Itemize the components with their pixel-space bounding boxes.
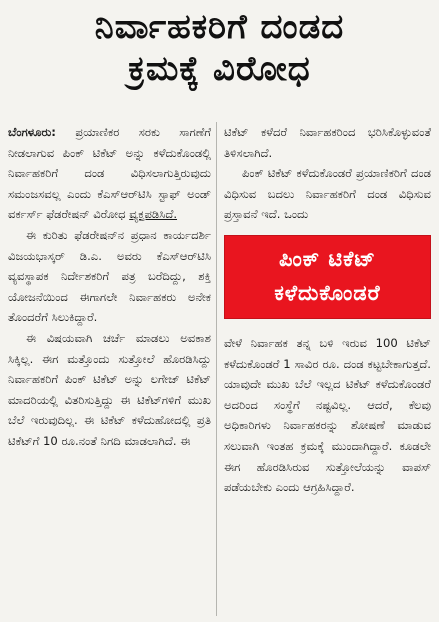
headline	[8, 7, 431, 89]
pull-quote-box	[224, 235, 431, 319]
paragraph-3: ಈ ವಿಷಯವಾಗಿ ಚರ್ಚೆ ಮಾಡಲು ಅವಕಾಶ ಸಿಕ್ಕಿಲ್ಲ. ಈಗ ಮತ್ತೊಂದು ಸುತ್ತೋಲೆ ಹೊರಡಿಸಿದ್ದು ನಿರ್ವಾಹಕರಿಗೆ ಪಿಂಕ್ ಟಿಕೆಟ್ ಅನ್ನು ಲಗೇಜ್ ಟಿಕೆಟ್ ಮಾದರಿಯಲ್ಲಿ ವಿತರಿಸುತ್ತಿದ್ದು ಈ ಟಿಕೆಟ್‌ಗಳಿಗೆ ಮುಖ ಬೆಲೆ ಇರುವುದಿಲ್ಲ. ಈ ಟಿಕೆಟ್ ಕಳೆದುಹೋದಲ್ಲಿ ಪ್ರತಿ ಟಿಕೆಟ್‌ಗೆ 10 ರೂ.ನಂತೆ ನಿಗದಿ ಮಾಡಲಾಗಿದೆ. ಈ	[8, 330, 211, 448]
paragraph-1-text: ಪ್ರಯಾಣಿಕರ ಸರಕು ಸಾಗಣೆಗೆ ನೀಡಲಾಗುವ ಪಿಂಕ್ ಟಿಕೆಟ್ ಅನ್ನು ಕಳೆದುಕೊಂಡಲ್ಲಿ ನಿರ್ವಾಹಕರಿಗೆ ದಂಡ ವಿಧಿಸಲಾಗುತ್ತಿರುವುದು ಸಮಂಜಸವಲ್ಲ ಎಂದು ಕೆಎಸ್‌ಆರ್‌ಟಿಸಿ ಸ್ಟಾಫ್ ಅಂಡ್ ವರ್ಕರ್ಸ್ ಫೆಡರೇಷನ್ ವಿರೋಧ	[8, 125, 212, 222]
left-column	[8, 122, 211, 452]
pull-quote-line-1: ಪಿಂಕ್ ಟಿಕೆಟ್	[279, 246, 376, 271]
headline-line-2: ಕ್ರಮಕ್ಕೆ ವಿರೋಧ	[128, 48, 311, 89]
right-column	[224, 122, 431, 498]
paragraph-5: ಪಿಂಕ್ ಟಿಕೆಟ್ ಕಳೆದುಕೊಂಡರೆ ಪ್ರಯಾಣಿಕರಿಗೆ ದಂಡ ವಿಧಿಸುವ ಬದಲು ನಿರ್ವಾಹಕರಿಗೆ ದಂಡ ವಿಧಿಸುವ ಪ್ರಸ್ತಾವನೆ ಇದೆ. ಒಂದು	[224, 166, 431, 222]
headline-line-1: ನಿರ್ವಾಹಕರಿಗೆ ದಂಡದ	[94, 7, 345, 47]
dateline: ಬೆಂಗಳೂರು:	[8, 125, 56, 139]
paragraph-4: ಟಿಕೆಟ್ ಕಳೆದರೆ ನಿರ್ವಾಹಕರಿಂದ ಭರಿಸಿಕೊಳ್ಳುವಂತೆ ತಿಳಿಸಲಾಗಿದೆ.	[224, 125, 431, 160]
paragraph-1	[8, 122, 211, 225]
paragraph-6: ವೇಳೆ ನಿರ್ವಾಹಕ ತನ್ನ ಬಳಿ ಇರುವ 100 ಟಿಕೆಟ್ ಕಳೆದುಕೊಂಡರೆ 1 ಸಾವಿರ ರೂ. ದಂಡ ಕಟ್ಟಬೇಕಾಗುತ್ತದೆ. ಯಾವುದೇ ಮುಖ ಬೆಲೆ ಇಲ್ಲದ ಟಿಕೆಟ್ ಕಳೆದುಕೊಂಡರೆ ಅದರಿಂದ ಸಂಸ್ಥೆಗೆ ನಷ್ಟವಿಲ್ಲ. ಆದರೆ, ಕೆಲವು ಅಧಿಕಾರಿಗಳು ನಿರ್ವಾಹಕರನ್ನು ಶೋಷಣೆ ಮಾಡುವ ಸಲುವಾಗಿ ಇಂತಹ ಕ್ರಮಕ್ಕೆ ಮುಂದಾಗಿದ್ದಾರೆ. ಕೂಡಲೇ ಈಗ ಹೊರಡಿಸಿರುವ ಸುತ್ತೋಲೆಯನ್ನು ವಾಪಸ್ ಪಡೆಯಬೇಕು ಎಂದು ಆಗ್ರಹಿಸಿದ್ದಾರೆ.	[224, 335, 431, 495]
paragraph-1-underlined: ವ್ಯಕ್ತಪಡಿಸಿದೆ.	[129, 207, 178, 222]
paragraph-2: ಈ ಕುರಿತು ಫೆಡರೇಷನ್‌ನ ಪ್ರಧಾನ ಕಾರ್ಯದರ್ಶಿ ವಿಜಯಭಾಸ್ಕರ್ ಡಿ.ಎ. ಅವರು ಕೆಎಸ್‌ಆರ್‌ಟಿಸಿ ವ್ಯವಸ್ಥಾಪಕ ನಿರ್ದೇಶಕರಿಗೆ ಪತ್ರ ಬರೆದಿದ್ದು, ಶಕ್ತಿ ಯೋಜನೆಯಿಂದ ಈಗಾಗಲೇ ನಿರ್ವಾಹಕರು ಅನೇಕ ತೊಂದರೆಗೆ ಸಿಲುಕಿದ್ದಾರೆ.	[8, 227, 211, 325]
column-divider	[216, 122, 217, 616]
article-body	[8, 122, 431, 616]
pull-quote-line-2: ಕಳೆದುಕೊಂಡರೆ	[274, 280, 381, 305]
newspaper-clipping	[0, 7, 439, 622]
